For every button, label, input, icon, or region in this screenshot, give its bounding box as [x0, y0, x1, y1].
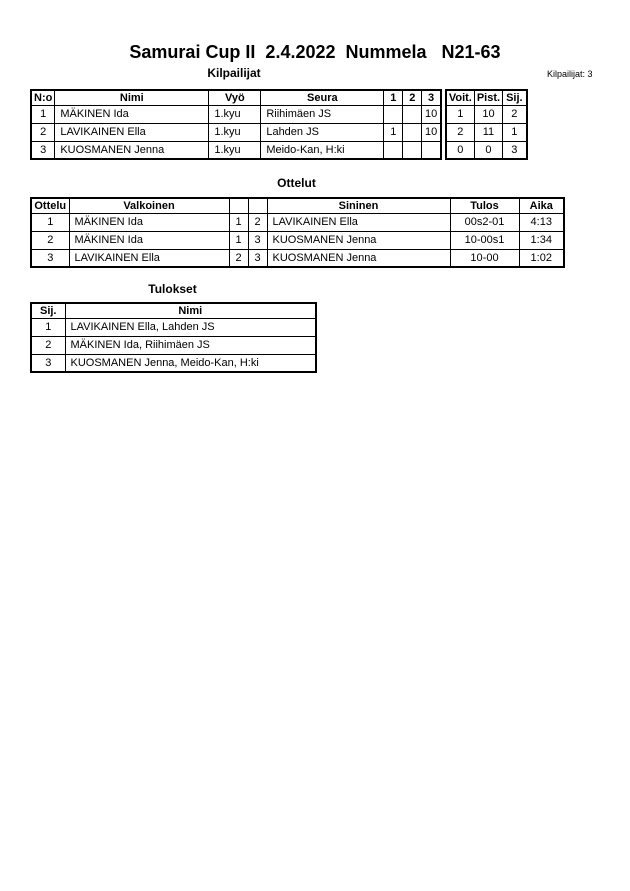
- cell-sininen: KUOSMANEN Jenna: [267, 249, 450, 267]
- col-header-pist: Pist.: [474, 90, 502, 105]
- cell-pist: 0: [474, 141, 502, 159]
- col-header-match3: 3: [422, 90, 441, 105]
- cell-valkoinen: LAVIKAINEN Ella: [69, 249, 229, 267]
- cell-pist: 11: [474, 123, 502, 141]
- cell-aika: 4:13: [519, 213, 564, 231]
- col-header-no: N:o: [31, 90, 55, 105]
- cell-valkoinen: MÄKINEN Ida: [69, 231, 229, 249]
- cell-nimi: KUOSMANEN Jenna, Meido-Kan, H:ki: [65, 354, 316, 372]
- table-row: [31, 231, 564, 249]
- cell-nimi: KUOSMANEN Jenna: [55, 141, 209, 159]
- cell-voit: 2: [446, 123, 475, 141]
- cell-vyo: 1.kyu: [209, 105, 261, 123]
- cell-voit: 0: [446, 141, 475, 159]
- cell-nimi: LAVIKAINEN Ella: [55, 123, 209, 141]
- cell-vyo: 1.kyu: [209, 141, 261, 159]
- matches-table: [30, 197, 565, 268]
- cell-no: 2: [31, 123, 55, 141]
- cell-seura: Lahden JS: [261, 123, 384, 141]
- col-header-sij: Sij.: [31, 303, 65, 318]
- cell-sij: 3: [31, 354, 65, 372]
- col-header-voit: Voit.: [446, 90, 475, 105]
- cell-sininen: KUOSMANEN Jenna: [267, 231, 450, 249]
- results-header-row: [31, 303, 316, 318]
- cell-voit: 1: [446, 105, 475, 123]
- cell-ottelu: 3: [31, 249, 69, 267]
- competitors-table: [30, 89, 442, 160]
- cell-blue-no: 3: [248, 231, 267, 249]
- col-header-match1: 1: [384, 90, 403, 105]
- cell-seura: Meido-Kan, H:ki: [261, 141, 384, 159]
- matches-header-row: [31, 198, 564, 213]
- col-header-vyo: Vyö: [209, 90, 261, 105]
- points-header-row: [446, 90, 527, 105]
- cell-ottelu: 2: [31, 231, 69, 249]
- cell-match1: [384, 141, 403, 159]
- col-header-nimi: Nimi: [65, 303, 316, 318]
- cell-match1: [384, 105, 403, 123]
- cell-tulos: 10-00s1: [450, 231, 519, 249]
- table-row: [446, 105, 527, 123]
- table-row: [31, 123, 441, 141]
- col-header-white-no: [229, 198, 248, 213]
- col-header-match2: 2: [403, 90, 422, 105]
- table-row: [31, 141, 441, 159]
- competitors-header-row: [31, 90, 441, 105]
- cell-sij: 1: [31, 318, 65, 336]
- competitors-points-table: [445, 89, 528, 160]
- section-title-kilpailijat: Kilpailijat: [207, 66, 261, 80]
- cell-nimi: MÄKINEN Ida, Riihimäen JS: [65, 336, 316, 354]
- cell-sij: 1: [503, 123, 527, 141]
- cell-tulos: 00s2-01: [450, 213, 519, 231]
- col-header-seura: Seura: [261, 90, 384, 105]
- cell-pist: 10: [474, 105, 502, 123]
- cell-tulos: 10-00: [450, 249, 519, 267]
- cell-sij: 2: [31, 336, 65, 354]
- competitors-section: [30, 89, 528, 160]
- cell-match1: 1: [384, 123, 403, 141]
- table-row: [446, 141, 527, 159]
- table-row: [31, 213, 564, 231]
- cell-vyo: 1.kyu: [209, 123, 261, 141]
- cell-match2: [403, 105, 422, 123]
- cell-match2: [403, 123, 422, 141]
- col-header-sininen: Sininen: [267, 198, 450, 213]
- table-row: [31, 249, 564, 267]
- cell-nimi: LAVIKAINEN Ella, Lahden JS: [65, 318, 316, 336]
- results-table: [30, 302, 317, 373]
- cell-match3: 10: [422, 123, 441, 141]
- col-header-sij: Sij.: [503, 90, 527, 105]
- cell-ottelu: 1: [31, 213, 69, 231]
- col-header-aika: Aika: [519, 198, 564, 213]
- table-row: [31, 105, 441, 123]
- col-header-blue-no: [248, 198, 267, 213]
- table-row: [31, 336, 316, 354]
- cell-valkoinen: MÄKINEN Ida: [69, 213, 229, 231]
- section-title-tulokset: Tulokset: [148, 282, 197, 296]
- cell-white-no: 1: [229, 213, 248, 231]
- cell-match3: 10: [422, 105, 441, 123]
- page-title: Samurai Cup II 2.4.2022 Nummela N21-63: [129, 42, 501, 62]
- cell-match2: [403, 141, 422, 159]
- cell-sininen: LAVIKAINEN Ella: [267, 213, 450, 231]
- cell-no: 1: [31, 105, 55, 123]
- table-row: [31, 318, 316, 336]
- col-header-nimi: Nimi: [55, 90, 209, 105]
- cell-blue-no: 3: [248, 249, 267, 267]
- cell-white-no: 2: [229, 249, 248, 267]
- cell-sij: 3: [503, 141, 527, 159]
- cell-nimi: MÄKINEN Ida: [55, 105, 209, 123]
- cell-white-no: 1: [229, 231, 248, 249]
- competitors-count-label: Kilpailijat: 3: [547, 69, 593, 79]
- cell-no: 3: [31, 141, 55, 159]
- cell-match3: [422, 141, 441, 159]
- cell-aika: 1:34: [519, 231, 564, 249]
- section-title-ottelut: Ottelut: [277, 176, 316, 190]
- col-header-tulos: Tulos: [450, 198, 519, 213]
- col-header-valkoinen: Valkoinen: [69, 198, 229, 213]
- table-row: [31, 354, 316, 372]
- cell-sij: 2: [503, 105, 527, 123]
- table-row: [446, 123, 527, 141]
- cell-aika: 1:02: [519, 249, 564, 267]
- cell-blue-no: 2: [248, 213, 267, 231]
- col-header-ottelu: Ottelu: [31, 198, 69, 213]
- cell-seura: Riihimäen JS: [261, 105, 384, 123]
